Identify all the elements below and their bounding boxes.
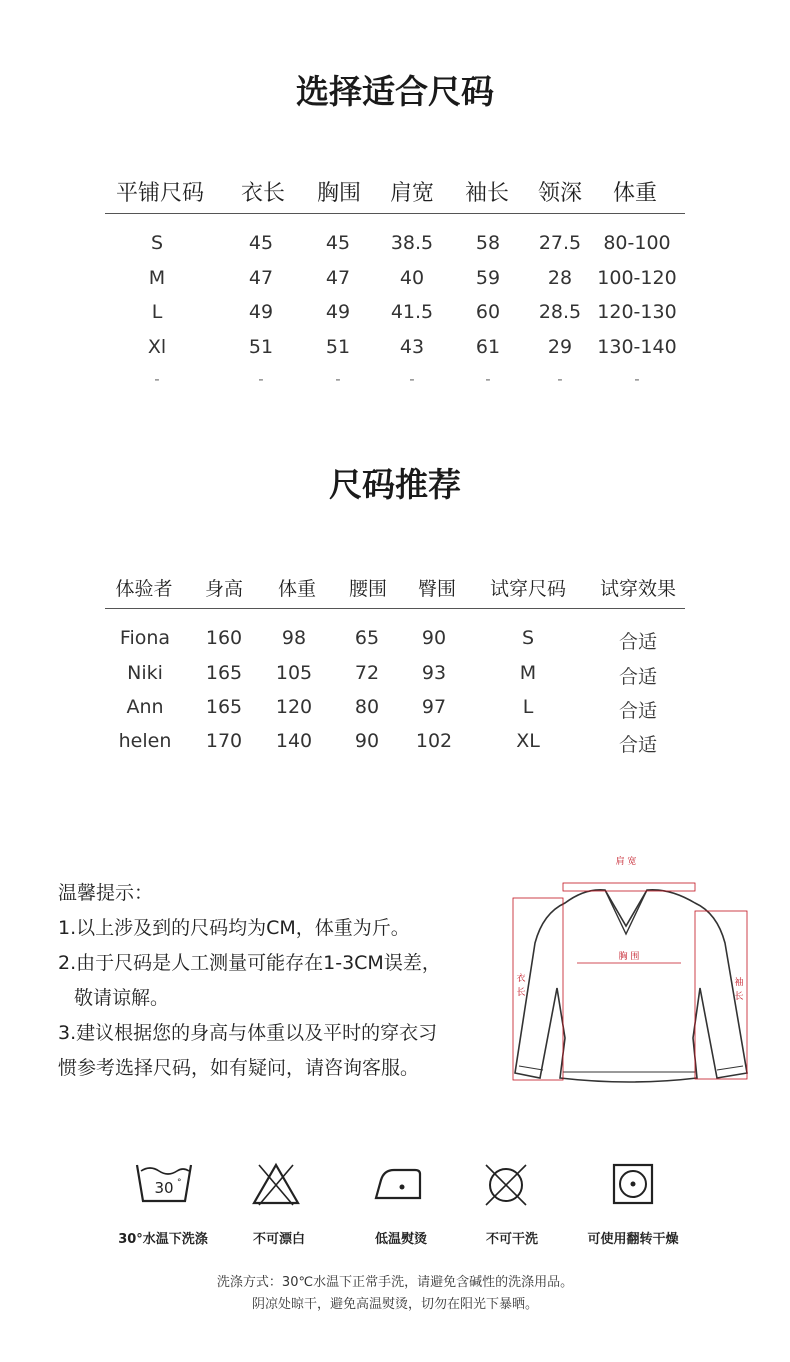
size-chart-cell: 38.5	[390, 232, 434, 254]
size-chart-cell: -	[409, 370, 415, 388]
chest-label: 胸 围	[618, 952, 640, 962]
recommend-cell: Niki	[127, 662, 163, 684]
sleeve-label-2: 长	[734, 992, 744, 1002]
recommend-cell: 105	[275, 662, 313, 684]
size-chart-cell: 49	[248, 301, 274, 323]
size-chart-header: 衣长	[240, 181, 285, 206]
size-chart-cell: Xl	[147, 336, 167, 358]
size-chart-cell: 40	[399, 267, 425, 289]
tips-line: 敬请谅解。	[74, 987, 170, 1009]
size-chart-cell: 51	[325, 336, 351, 358]
size-chart-cell: 60	[475, 301, 501, 323]
shoulder-label: 肩 宽	[615, 857, 637, 867]
recommend-header: 臀围	[417, 578, 456, 600]
recommend-cell: 102	[415, 730, 453, 752]
recommend-header: 体重	[277, 578, 316, 600]
tips-heading: 温馨提示：	[58, 882, 154, 904]
tips-line: 2.由于尺码是人工测量可能存在1-3CM误差，	[58, 952, 441, 974]
recommend-cell: helen	[118, 730, 172, 752]
size-chart-cell: 41.5	[390, 301, 434, 323]
size-chart-divider	[105, 213, 685, 214]
size-chart-header: 体重	[612, 181, 657, 206]
length-label-1: 衣	[516, 974, 526, 984]
size-chart-cell: 130-140	[597, 336, 677, 358]
shoulder-measure-box	[563, 883, 695, 891]
recommend-cell: 120	[275, 696, 313, 718]
sweater-outline	[515, 890, 747, 1082]
size-chart-cell: 80-100	[603, 232, 671, 254]
tips-line: 1.以上涉及到的尺码均为CM，体重为斤。	[58, 917, 410, 939]
size-chart-cell: -	[258, 370, 264, 388]
wash-temp-text: 30	[154, 1179, 174, 1197]
cuff-line-right	[717, 1066, 743, 1070]
size-chart-cell: L	[151, 301, 163, 323]
recommend-cell: 合适	[618, 700, 657, 722]
recommend-cell: 97	[421, 696, 447, 718]
size-chart-cell: 27.5	[538, 232, 582, 254]
size-chart-cell: 47	[325, 267, 351, 289]
cuff-line-left	[519, 1066, 543, 1070]
recommend-cell: S	[521, 627, 535, 649]
recommend-title: 尺码推荐	[329, 465, 461, 504]
recommend-cell: 合适	[618, 631, 657, 653]
recommend-header: 体验者	[115, 578, 173, 600]
care-label: 不可漂白	[252, 1232, 305, 1247]
care-footer-line: 阴凉处晾干，避免高温熨烫，切勿在阳光下暴晒。	[251, 1297, 538, 1312]
tips-block	[58, 876, 441, 1086]
recommend-divider	[105, 608, 685, 609]
size-chart-cell: 51	[248, 336, 274, 358]
recommend-cell: 140	[275, 730, 313, 752]
tumble-dry-icon	[611, 1162, 655, 1206]
recommend-cell: 合适	[618, 734, 657, 756]
recommend-cell: M	[519, 662, 537, 684]
size-chart-cell: 43	[399, 336, 425, 358]
size-chart-cell: 58	[475, 232, 501, 254]
size-chart-cell: 47	[248, 267, 274, 289]
tips-line: 3.建议根据您的身高与体重以及平时的穿衣习	[58, 1022, 438, 1044]
recommend-cell: 80	[354, 696, 380, 718]
size-chart-header: 胸围	[316, 181, 361, 206]
size-chart-cell: 61	[475, 336, 501, 358]
recommend-cell: L	[522, 696, 534, 718]
recommend-cell: 72	[354, 662, 380, 684]
size-chart-cell: 45	[325, 232, 351, 254]
size-chart-cell: 59	[475, 267, 501, 289]
size-chart-cell: 28.5	[538, 301, 582, 323]
size-chart-header: 袖长	[464, 181, 509, 206]
recommend-cell: 165	[205, 662, 243, 684]
size-chart-header: 领深	[537, 181, 582, 206]
tips-line: 惯参考选择尺码，如有疑问，请咨询客服。	[58, 1057, 420, 1079]
size-chart-cell: 45	[248, 232, 274, 254]
recommend-header: 腰围	[348, 578, 387, 600]
size-chart-title: 选择适合尺码	[296, 72, 494, 111]
care-label: 低温熨烫	[374, 1232, 427, 1247]
recommend-header: 试穿效果	[599, 578, 676, 600]
no-wash-icon	[483, 1162, 529, 1208]
size-chart-cell: S	[150, 232, 164, 254]
recommend-cell: 98	[281, 627, 307, 649]
size-chart-cell: 28	[547, 267, 573, 289]
recommend-cell: 合适	[618, 666, 657, 688]
care-label: 不可干洗	[485, 1232, 538, 1247]
size-chart-cell: -	[485, 370, 491, 388]
recommend-cell: 90	[354, 730, 380, 752]
size-chart-cell: -	[154, 370, 160, 388]
size-chart-cell: 100-120	[597, 267, 677, 289]
recommend-cell: 90	[421, 627, 447, 649]
low-iron-icon	[372, 1166, 424, 1204]
recommend-cell: 65	[354, 627, 380, 649]
care-label: 可使用翻转干燥	[587, 1232, 679, 1247]
svg-text:°: °	[177, 1178, 182, 1188]
garment-measure-diagram	[505, 848, 755, 1088]
care-label: 30°水温下洗涤	[118, 1232, 208, 1247]
no-bleach-icon	[251, 1161, 301, 1207]
recommend-header: 身高	[204, 578, 243, 600]
length-label-2: 长	[516, 988, 526, 998]
recommend-cell: 93	[421, 662, 447, 684]
recommend-cell: XL	[516, 730, 540, 752]
size-chart-cell: 120-130	[597, 301, 677, 323]
size-chart-header: 平铺尺码	[115, 181, 204, 206]
sleeve-label-1: 袖	[734, 978, 744, 988]
size-chart-cell: 49	[325, 301, 351, 323]
size-chart-header: 肩宽	[389, 181, 434, 206]
recommend-cell: 170	[205, 730, 243, 752]
recommend-cell: Ann	[126, 696, 164, 718]
recommend-cell: 160	[205, 627, 243, 649]
recommend-cell: Fiona	[119, 627, 171, 649]
size-chart-cell: M	[148, 267, 166, 289]
size-chart-cell: -	[634, 370, 640, 388]
recommend-cell: 165	[205, 696, 243, 718]
recommend-header: 试穿尺码	[489, 578, 566, 600]
care-footer-line: 洗涤方式：30℃水温下正常手洗，请避免含碱性的洗涤用品。	[216, 1275, 574, 1290]
wash-30-icon	[135, 1161, 193, 1207]
size-chart-cell: -	[335, 370, 341, 388]
size-chart-cell: -	[557, 370, 563, 388]
size-chart-cell: 29	[547, 336, 573, 358]
